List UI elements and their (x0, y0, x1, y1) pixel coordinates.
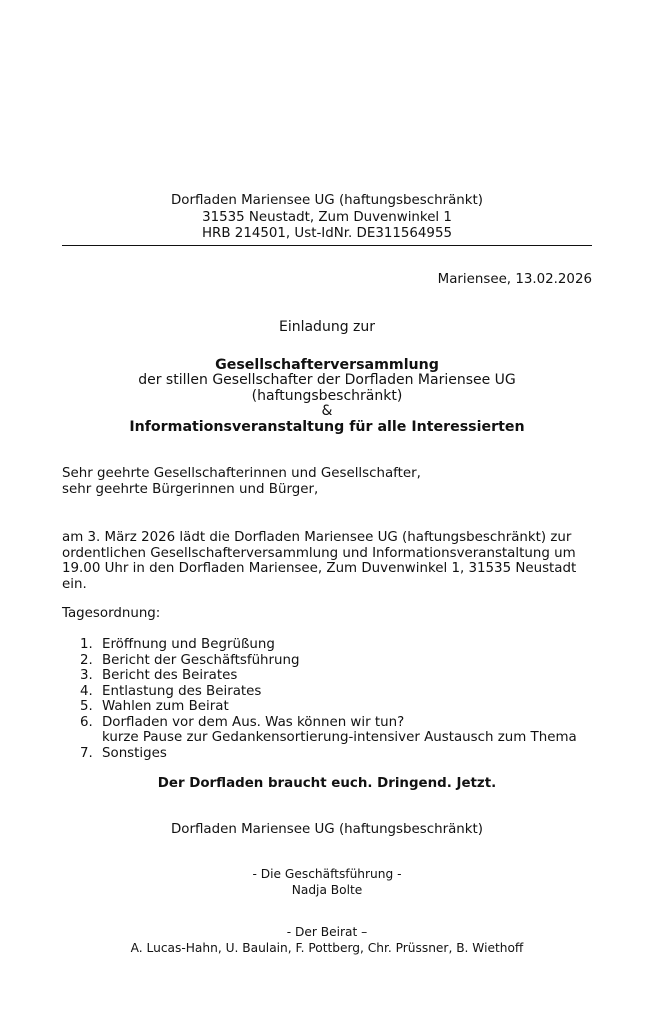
agenda-item (80, 699, 577, 715)
body-line-1: am 3. März 2026 lädt die Dorfladen Mariensee UG (haftungsbeschränkt) zur (62, 530, 572, 545)
invitation-title (62, 320, 592, 435)
letterhead-address: 31535 Neustadt, Zum Duvenwinkel 1 (202, 209, 452, 225)
letter-date: Mariensee, 13.02.2026 (437, 272, 592, 287)
agenda-item (80, 746, 577, 762)
board-label: - Der Beirat – (286, 925, 368, 939)
title-sub-line-1: der stillen Gesellschafter der Dorfladen Mariensee UG (138, 372, 516, 388)
company-signature: Dorfladen Mariensee UG (haftungsbeschränkt) (170, 822, 484, 837)
agenda-item (80, 653, 577, 669)
title-intro: Einladung zur (278, 319, 376, 335)
agenda-item-number: 3. (80, 668, 93, 683)
salutation-line-2: sehr geehrte Bürgerinnen und Bürger, (62, 481, 319, 497)
board-names: A. Lucas-Hahn, U. Baulain, F. Pottberg, Chr. Prüssner, B. Wiethoff (130, 941, 524, 955)
letterhead-company: Dorfladen Mariensee UG (haftungsbeschränkt) (170, 193, 484, 208)
letterhead (62, 193, 592, 243)
title-second: Informationsveranstaltung für alle Interessierten (129, 418, 525, 435)
management-label: - Die Geschäftsführung - (252, 867, 402, 881)
salutation (62, 466, 421, 497)
board-signature (62, 924, 592, 956)
agenda-item-note: kurze Pause zur Gedankensortierung-intensiver Austausch zum Thema (102, 730, 577, 745)
agenda-item-text: Dorfladen vor dem Aus. Was können wir tun? (102, 714, 405, 730)
letterhead-registration: HRB 214501, Ust-IdNr. DE311564955 (201, 226, 452, 241)
body-line-2: ordentlichen Gesellschafterversammlung und Informationsveranstaltung um (62, 545, 576, 561)
agenda-item (80, 715, 577, 746)
invitation-body (62, 530, 592, 592)
agenda-item-text: Entlastung des Beirates (102, 683, 262, 699)
agenda-item (80, 684, 577, 700)
agenda-item-number: 1. (80, 637, 93, 652)
agenda-item-text: Bericht der Geschäftsführung (102, 652, 300, 668)
letterhead-divider (62, 245, 592, 246)
agenda-item-number: 5. (80, 699, 93, 714)
salutation-line-1: Sehr geehrte Gesellschafterinnen und Gesellschafter, (62, 466, 421, 481)
management-signature (62, 866, 592, 898)
agenda-list (80, 637, 577, 761)
slogan: Der Dorfladen braucht euch. Dringend. Jetzt. (157, 776, 497, 791)
title-main: Gesellschafterversammlung (215, 356, 439, 373)
agenda-item-number: 4. (80, 683, 93, 699)
agenda-item-text: Eröffnung und Begrüßung (102, 637, 275, 652)
agenda-item-number: 7. (80, 745, 93, 761)
agenda-item (80, 637, 577, 653)
agenda-item-text: Bericht des Beirates (102, 668, 238, 683)
agenda-item-text: Sonstiges (102, 745, 167, 761)
agenda-item (80, 668, 577, 684)
agenda-item-number: 2. (80, 652, 93, 668)
title-ampersand: & (321, 403, 333, 419)
agenda-title: Tagesordnung: (62, 606, 161, 621)
body-line-3: 19.00 Uhr in den Dorfladen Mariensee, Zum Duvenwinkel 1, 31535 Neustadt (62, 561, 577, 576)
agenda-item-text: Wahlen zum Beirat (102, 699, 229, 714)
agenda-item-number: 6. (80, 714, 93, 730)
title-sub-line-2: (haftungsbeschränkt) (251, 387, 403, 404)
body-line-4: ein. (62, 576, 87, 592)
agenda-item-body (102, 715, 577, 746)
management-name: Nadja Bolte (291, 883, 363, 897)
